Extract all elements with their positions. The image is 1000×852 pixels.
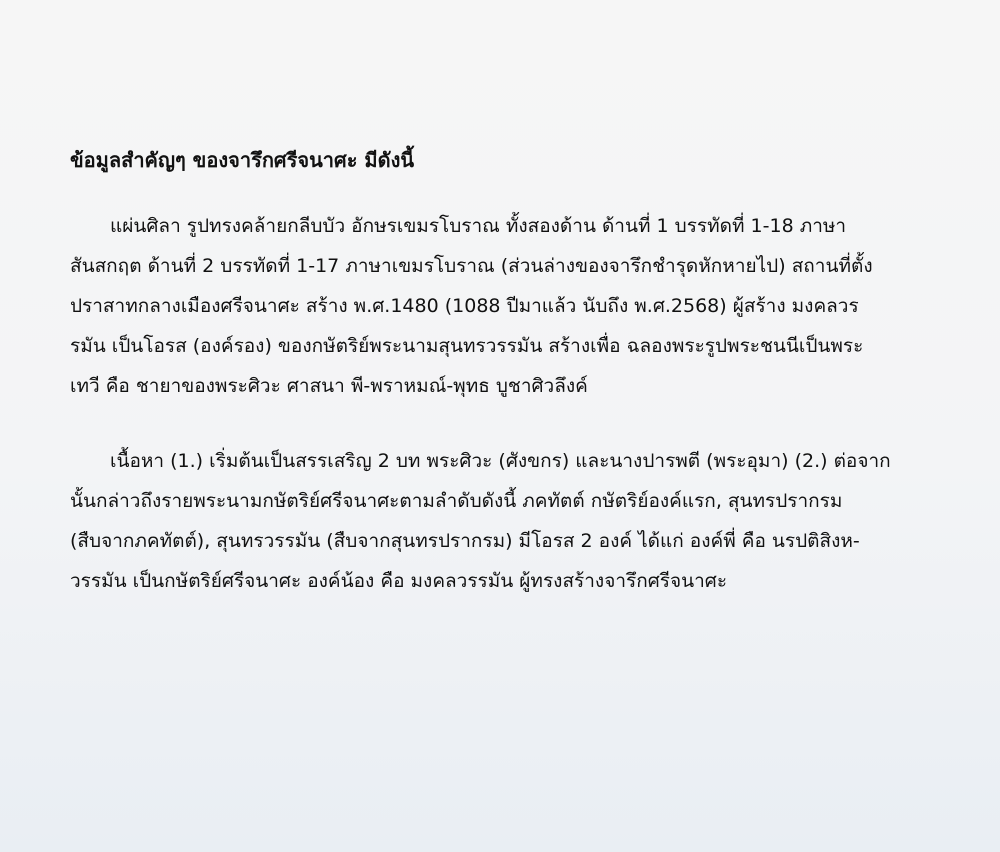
document-heading: ข้อมูลสำคัญๆ ของจารึกศรีจนาศะ มีดังนี้ — [70, 148, 415, 172]
paragraph-line: วรรมัน เป็นกษัตริย์ศรีจนาศะ องค์น้อง คือ มงคลวรรมัน ผู้ทรงสร้างจารึกศรีจนาศะ — [70, 570, 728, 592]
paragraph-line: เทวี คือ ชายาของพระศิวะ ศาสนา พี-พราหมณ์-พุทธ บูชาศิวลึงค์ — [70, 375, 588, 397]
document — [70, 140, 950, 601]
paragraph-line: สันสกฤต ด้านที่ 2 บรรทัดที่ 1-17 ภาษาเขมรโบราณ (ส่วนล่างของจารึกชำรุดหักหายไป) สถานที่ตั้ง — [70, 255, 873, 277]
paragraph-line: รมัน เป็นโอรส (องค์รอง) ของกษัตริย์พระนามสุนทรวรรมัน สร้างเพื่อ ฉลองพระรูปพระชนนีเป็นพระ — [70, 335, 864, 357]
paragraph-line: (สืบจากภคทัตต์), สุนทรวรรมัน (สืบจากสุนทรปรากรม) มีโอรส 2 องค์ ได้แก่ องค์พี่ คือ นรปติสิงห- — [70, 530, 860, 552]
paragraph-line: แผ่นศิลา รูปทรงคล้ายกลีบบัว อักษรเขมรโบราณ ทั้งสองด้าน ด้านที่ 1 บรรทัดที่ 1-18 ภาษา — [110, 215, 847, 237]
paragraph-line: เนื้อหา (1.) เริ่มต้นเป็นสรรเสริญ 2 บท พระศิวะ (ศังขกร) และนางปารพตี (พระอุมา) (2.) ต่อจาก — [110, 450, 891, 472]
paragraph-line: ปราสาทกลางเมืองศรีจนาศะ สร้าง พ.ศ.1480 (1088 ปีมาแล้ว นับถึง พ.ศ.2568) ผู้สร้าง มงคลวร — [70, 295, 859, 317]
paragraph-inscription-content — [70, 441, 950, 601]
paragraph-inscription-details — [70, 206, 950, 406]
paragraph-line: นั้นกล่าวถึงรายพระนามกษัตริย์ศรีจนาศะตามลำดับดังนี้ ภคทัตต์ กษัตริย์องค์แรก, สุนทรปรากรม — [70, 490, 843, 512]
